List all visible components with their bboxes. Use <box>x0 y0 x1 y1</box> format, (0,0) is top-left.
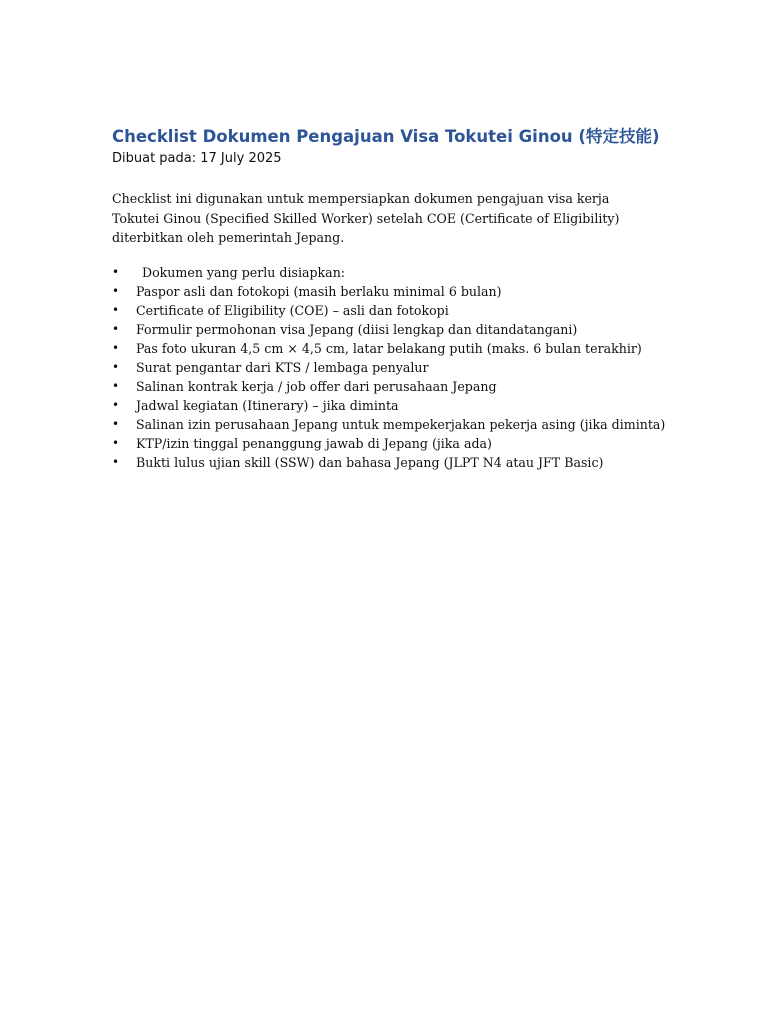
checklist-item <box>112 263 652 282</box>
checklist-item-text: Paspor asli dan fotokopi (masih berlaku minimal 6 bulan) <box>136 283 502 299</box>
checklist-item <box>112 339 652 358</box>
bullet-icon: • <box>112 359 120 374</box>
checklist-item <box>112 358 652 377</box>
checklist-item <box>112 282 652 301</box>
bullet-icon: • <box>112 321 120 336</box>
checklist-item-text: Salinan izin perusahaan Jepang untuk mempekerjakan pekerja asing (jika diminta) <box>136 417 666 433</box>
checklist-item-text: Bukti lulus ujian skill (SSW) dan bahasa Jepang (JLPT N4 atau JFT Basic) <box>136 455 604 471</box>
checklist-item-text: Salinan kontrak kerja / job offer dari perusahaan Jepang <box>136 379 497 395</box>
bullet-icon: • <box>112 264 120 279</box>
checklist-item-text: KTP/izin tinggal penanggung jawab di Jepang (jika ada) <box>136 436 492 452</box>
bullet-icon: • <box>112 302 120 317</box>
checklist-item <box>112 415 666 434</box>
created-date: Dibuat pada: 17 July 2025 <box>112 151 282 166</box>
checklist-item-text: Formulir permohonan visa Jepang (diisi lengkap dan ditandatangani) <box>136 321 578 337</box>
checklist-item <box>112 301 652 320</box>
bullet-icon: • <box>112 436 120 451</box>
checklist-item <box>112 396 652 415</box>
checklist-item-text: Surat pengantar dari KTS / lembaga penyalur <box>136 359 429 375</box>
bullet-icon: • <box>112 417 120 432</box>
intro-paragraph: Checklist ini digunakan untuk mempersiapkan dokumen pengajuan visa kerja Tokutei Ginou (Specified Skilled Worker) setelah COE (Certificate of Eligibility) diterbitkan oleh pemerintah Jepang. <box>112 191 620 245</box>
checklist-item-text: Certificate of Eligibility (COE) – asli dan fotokopi <box>136 302 449 318</box>
checklist-item <box>112 377 652 396</box>
document-checklist <box>112 263 666 473</box>
bullet-icon: • <box>112 455 120 470</box>
bullet-icon: • <box>112 398 120 413</box>
document-content <box>112 124 666 473</box>
bullet-icon: • <box>112 379 120 394</box>
document-title: Checklist Dokumen Pengajuan Visa Tokutei Ginou (特定技能) <box>112 127 660 146</box>
checklist-item-text: Jadwal kegiatan (Itinerary) – jika diminta <box>136 398 399 414</box>
checklist-item <box>112 434 652 453</box>
bullet-icon: • <box>112 283 120 298</box>
checklist-item-text: Dokumen yang perlu disiapkan: <box>142 264 346 280</box>
checklist-item <box>112 320 652 339</box>
checklist-item <box>112 453 652 472</box>
bullet-icon: • <box>112 340 120 355</box>
checklist-item-text: Pas foto ukuran 4,5 cm × 4,5 cm, latar belakang putih (maks. 6 bulan terakhir) <box>136 340 642 356</box>
